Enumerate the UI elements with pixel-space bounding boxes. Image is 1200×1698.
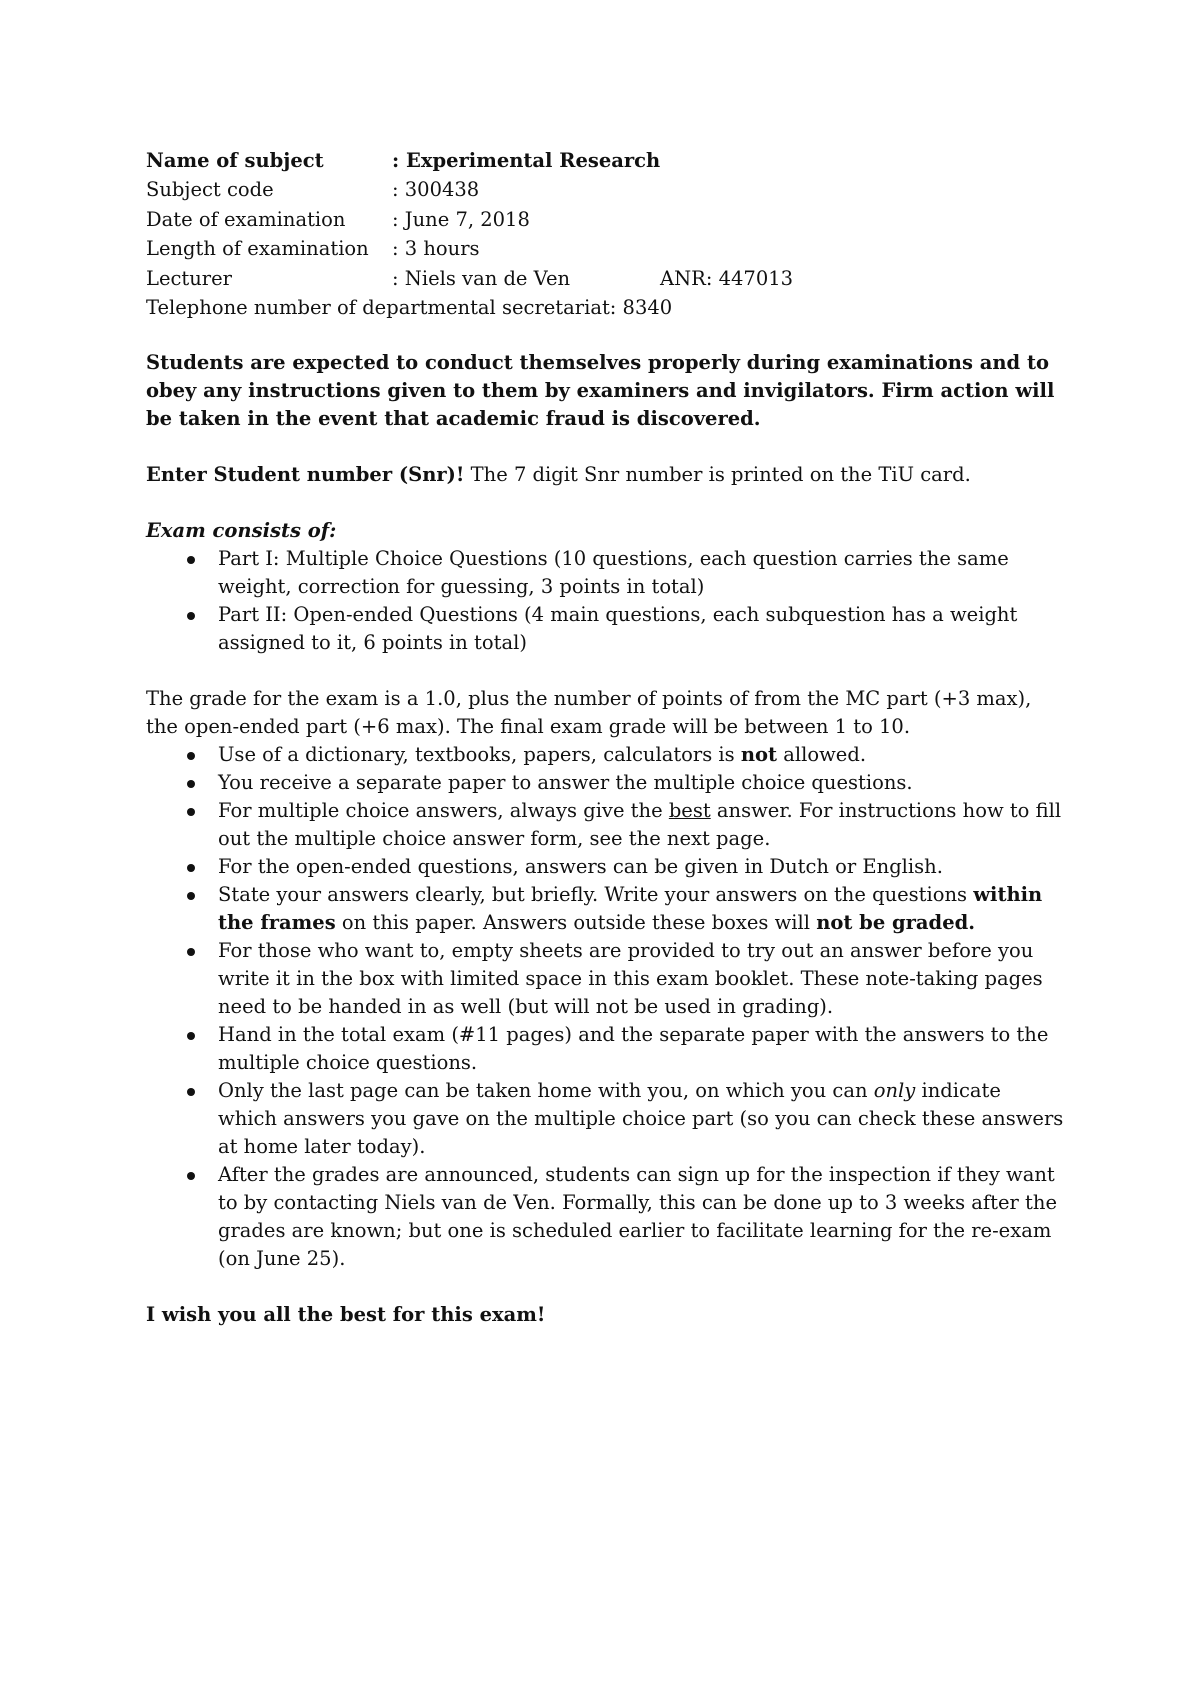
page-content: [146, 146, 1066, 1329]
rule-text: For those who want to, empty sheets are provided to try out an answer before you write it in the box with limited space in this exam booklet. These note-taking pages need to be handed in as well (but will not be used in grading).: [218, 939, 1043, 1018]
rules-list: [146, 741, 1066, 1273]
rule-text: allowed.: [777, 743, 867, 766]
list-item: [146, 741, 1066, 769]
info-value: : June 7, 2018: [392, 207, 530, 231]
student-number-rest: The 7 digit Snr number is printed on the TiU card.: [464, 463, 971, 486]
rule-emphasis: not be graded.: [816, 911, 976, 934]
info-value: : Experimental Research: [392, 148, 661, 172]
phone-line: Telephone number of departmental secretariat: 8340: [146, 296, 673, 320]
rule-text: indicate which answers you gave on the multiple choice part (so you can check these answers at home later today).: [218, 1079, 1064, 1158]
info-row-phone: [146, 294, 1066, 324]
student-number-instruction: [146, 461, 1066, 489]
info-label: Date of examination: [146, 207, 346, 231]
info-value: : Niels van de Ven: [392, 266, 571, 290]
rule-text: Only the last page can be taken home with you, on which you can: [218, 1079, 874, 1102]
rule-text: After the grades are announced, students can sign up for the inspection if they want to by contacting Niels van de Ven. Formally, this can be done up to 3 weeks after the grades are known; but one is scheduled earlier to facilitate learning for the re-exam (on June 25).: [218, 1163, 1057, 1270]
info-row-subject-code: [146, 176, 1066, 206]
info-row-exam-date: [146, 205, 1066, 235]
rule-text: For the open-ended questions, answers can be given in Dutch or English.: [218, 855, 943, 878]
bullet-icon: [187, 1172, 195, 1180]
bullet-icon: [187, 780, 195, 788]
bullet-icon: [187, 1088, 195, 1096]
closing-wish: I wish you all the best for this exam!: [146, 1303, 546, 1326]
info-value: : 3 hours: [392, 237, 480, 261]
list-item: [146, 769, 1066, 797]
info-label: Length of examination: [146, 237, 369, 261]
student-number-bold: Enter Student number (Snr)!: [146, 463, 465, 486]
conduct-notice: Students are expected to conduct themselves properly during examinations and to obey any instructions given to them by examiners and invigilators. Firm action will be taken in the event that academic fraud is discovered.: [146, 351, 1055, 430]
rule-italic: only: [873, 1079, 916, 1102]
bullet-icon: [187, 752, 195, 760]
part-one-text: Part I: Multiple Choice Questions (10 questions, each question carries the same weight, correction for guessing, 3 points in total): [218, 547, 1009, 598]
exam-parts-list: [146, 545, 1066, 657]
list-item: [146, 601, 1066, 657]
info-row-exam-length: [146, 235, 1066, 265]
rule-text: State your answers clearly, but briefly. Write your answers on the questions: [218, 883, 974, 906]
bullet-icon: [187, 948, 195, 956]
info-label: Subject code: [146, 178, 274, 202]
bullet-icon: [187, 808, 195, 816]
info-value: : 300438: [392, 178, 480, 202]
list-item: [146, 1077, 1066, 1161]
info-row-lecturer: [146, 264, 1066, 294]
info-label: Name of subject: [146, 148, 324, 172]
info-label: Lecturer: [146, 266, 232, 290]
rule-text: Hand in the total exam (#11 pages) and the separate paper with the answers to the multiple choice questions.: [218, 1023, 1049, 1074]
bullet-icon: [187, 892, 195, 900]
list-item: [146, 797, 1066, 853]
list-item: [146, 1021, 1066, 1077]
rule-text: For multiple choice answers, always give the: [218, 799, 669, 822]
list-item: [146, 853, 1066, 881]
part-two-text: Part II: Open-ended Questions (4 main questions, each subquestion has a weight assigned to it, 6 points in total): [218, 603, 1018, 654]
bullet-icon: [187, 612, 195, 620]
list-item: [146, 1161, 1066, 1273]
rule-text: You receive a separate paper to answer the multiple choice questions.: [218, 771, 913, 794]
exam-consists-heading: Exam consists of:: [146, 519, 337, 542]
list-item: [146, 937, 1066, 1021]
info-row-subject-name: [146, 146, 1066, 176]
rule-text: answer. For instructions how to fill out the multiple choice answer form, see the next page.: [218, 799, 1062, 850]
grade-explanation: The grade for the exam is a 1.0, plus the number of points of from the MC part (+3 max), the open-ended part (+6 max). The final exam grade will be between 1 to 10.: [146, 687, 1032, 738]
rule-text: Use of a dictionary, textbooks, papers, calculators is: [218, 743, 741, 766]
rule-emphasis: within the frames: [218, 883, 1043, 934]
lecturer-anr: ANR: 447013: [660, 266, 794, 290]
list-item: [146, 881, 1066, 937]
list-item: [146, 545, 1066, 601]
rule-emphasis: not: [740, 743, 778, 766]
bullet-icon: [187, 1032, 195, 1040]
bullet-icon: [187, 864, 195, 872]
bullet-icon: [187, 556, 195, 564]
rule-underline: best: [668, 799, 711, 822]
rule-text: on this paper. Answers outside these boxes will: [335, 911, 817, 934]
exam-info-block: [146, 146, 1066, 323]
